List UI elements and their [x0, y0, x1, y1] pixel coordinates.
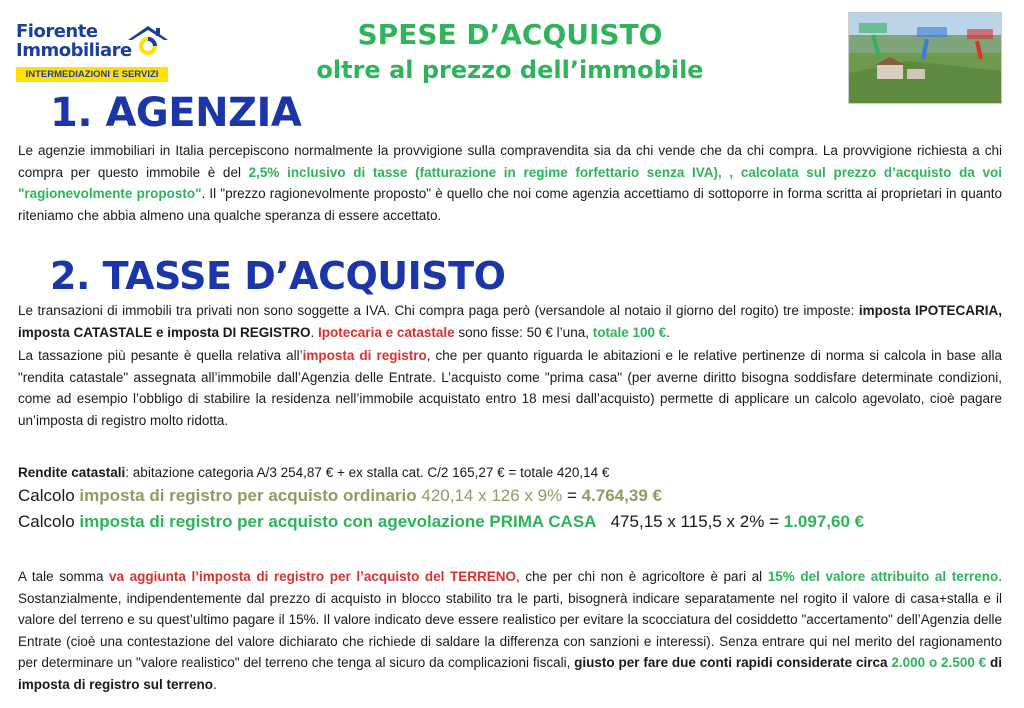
text-span: . Sostanzialmente, indipendentemente dal prezzo di acquisto in blocco stabilito tra le parti, bisognerà indicare separatamente nel rogito il valore di casa+stalla e il valore del terreno e su quest’ultimo pagare il 15%. Il valore indicato deve essere realistico per evitare la scocciatura del cosiddetto "accertamento" dell’Agenzia delle Entrate (cioè una contestazione del valore dichiarato che richiede di saldare la differenza con sanzioni e interessi). Senza entrare qui nel merito del ragionamento per determinare un "valore realistico" del terreno che tenga al sicuro da complicazioni fiscali, — [18, 569, 1002, 670]
text-span: , che per chi non è agricoltore è pari al — [516, 569, 768, 584]
company-logo — [16, 22, 168, 84]
agenzia-paragraph — [18, 140, 1002, 226]
calc-prefix: Calcolo — [18, 512, 80, 531]
tasse-paragraph-2 — [18, 345, 1002, 431]
calc-label: imposta di registro per acquisto ordinario — [79, 486, 417, 505]
house-logo-icon — [126, 24, 170, 58]
text-span: , che per quanto riguarda le abitazioni e le relative pertinenze di norma si calcola in base alla "rendita catastale" assegnata all’immobile dall’Agenzia delle Entrate. L’acquisto come "prima casa" (per averne diritto bisogna soddisfare determinate condizioni, come ad esempio l’obbligo di stabilire la residenza nell’immobile acquistato entro 18 mesi dall’acquisto) permette di applicare un calcolo agevolato, cioè pagare un’imposta di registro molto ridotta. — [18, 348, 1002, 428]
rendite-line — [18, 462, 1002, 484]
calc-expression: 420,14 x 126 x 9% — [416, 486, 567, 505]
bold-imposte: imposta IPOTECARIA, imposta CATASTALE e imposta DI REGISTRO — [18, 303, 1003, 340]
text-span: La tassazione più pesante è quella relativa all’ — [18, 348, 303, 363]
rendite-label: Rendite catastali — [18, 465, 126, 480]
highlight-ipotecaria: Ipotecaria e catastale — [318, 324, 455, 340]
page-title: SPESE D’ACQUISTO — [357, 18, 663, 51]
highlight-amount: 2.000 o 2.500 € — [891, 655, 987, 670]
page-subtitle: oltre al prezzo dell’immobile — [316, 56, 704, 84]
section-heading-agenzia: 1. AGENZIA — [50, 90, 302, 136]
calc-label: imposta di registro per acquisto con agevolazione PRIMA CASA — [79, 512, 597, 531]
text-span: . — [666, 324, 671, 340]
text-span: A tale somma — [18, 569, 110, 584]
aerial-property-photo — [848, 12, 1002, 104]
section-heading-tasse: 2. TASSE D’ACQUISTO — [50, 254, 506, 298]
highlight-terreno: va aggiunta l’imposta di registro per l’acquisto del TERRENO — [109, 569, 517, 584]
calc-result: 1.097,60 € — [783, 512, 865, 531]
text-span: . Il "prezzo ragionevolmente proposto" è quello che noi come agenzia accettiamo di sottoporre in forma scritta ai proprietari in quanto riteniamo che abbia almeno una qualche speranza di essere accettato. — [18, 186, 1002, 223]
bold-conti-rapidi: giusto per fare due conti rapidi considerate circa — [574, 655, 892, 670]
text-span: sono fisse: 50 € l’una, — [454, 324, 593, 340]
logo-tagline: INTERMEDIAZIONI E SERVIZI — [16, 67, 168, 82]
highlight-15-percent: 15% del valore attribuito al terreno — [767, 569, 999, 584]
text-span: Le transazioni di immobili tra privati non sono soggette a IVA. Chi compra paga però (versandole al notaio il giorno del rogito) tre imposte: — [18, 303, 859, 318]
calc-prima-casa — [18, 512, 864, 532]
calc-equals: = — [566, 486, 582, 505]
calc-result: 4.764,39 € — [581, 486, 662, 505]
text-span: . — [213, 676, 217, 692]
logo-line-2: Immobiliare — [16, 40, 132, 61]
highlight-imposta-registro: imposta di registro — [302, 348, 427, 363]
tasse-paragraph-1 — [18, 300, 1002, 343]
highlight-commission: 2,5% inclusivo di tasse (fatturazione in regime forfettario senza IVA), , calcolata sul prezzo d’acquisto da voi "ragionevolmente proposto" — [18, 164, 1002, 201]
logo-line-1: Fiorente — [16, 21, 98, 42]
text-span: Le agenzie immobiliari in Italia percepiscono normalmente la provvigione sulla compravendita sia da chi vende che da chi compra. La provvigione richiesta a chi compra per questo immobile è del — [18, 143, 1002, 180]
bold-terreno: di imposta di registro sul terreno — [18, 655, 1003, 692]
calc-expression: 475,15 x 115,5 x 2% = — [596, 512, 784, 531]
calc-ordinario — [18, 486, 662, 506]
highlight-totale: totale 100 € — [592, 324, 667, 340]
calc-prefix: Calcolo — [18, 486, 80, 505]
text-span: . — [310, 324, 319, 340]
terreno-paragraph — [18, 566, 1002, 695]
rendite-text: : abitazione categoria A/3 254,87 € + ex stalla cat. C/2 165,27 € = totale 420,14 € — [125, 465, 610, 480]
